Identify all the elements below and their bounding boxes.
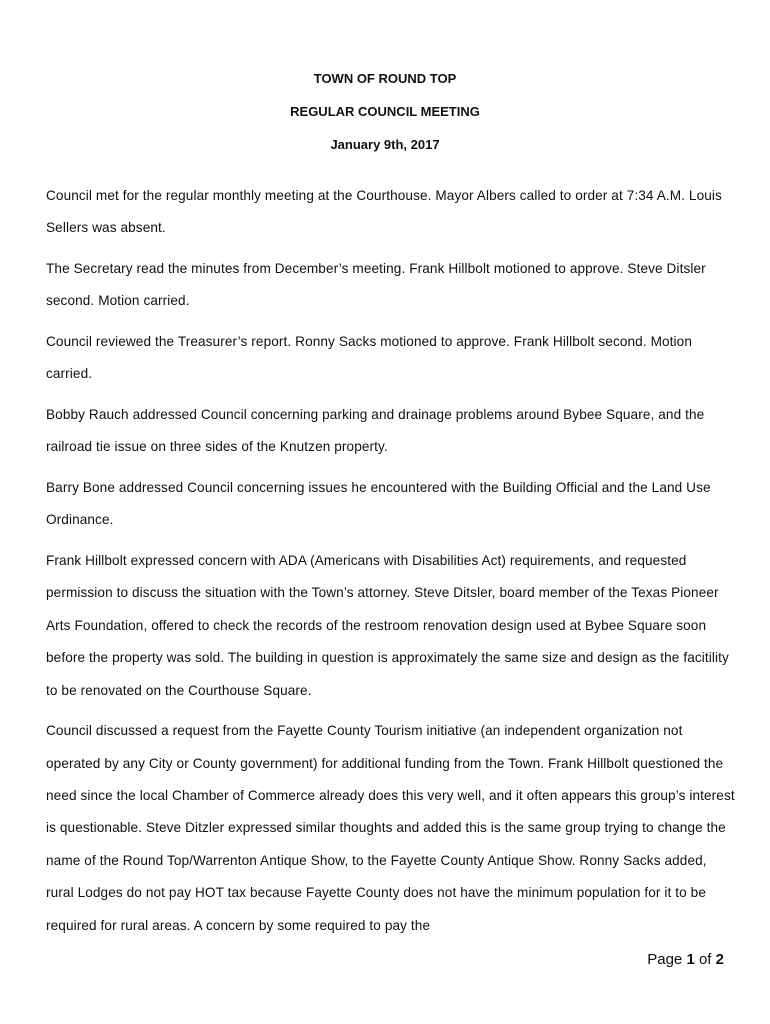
page-number [647, 951, 724, 969]
meeting-title: REGULAR COUNCIL MEETING [290, 104, 480, 119]
of-word: of [698, 951, 712, 968]
current-page: 1 [686, 951, 695, 968]
paragraph-treasurer-report: Council reviewed the Treasurer’s report. Ronny Sacks motioned to approve. Frank Hillbolt second. Motion carried. [46, 334, 692, 382]
paragraph-ada-requirements: Frank Hillbolt expressed concern with ADA (Americans with Disabilities Act) requirements, and requested permission to discuss the situation with the Town’s attorney. Steve Ditsler, board member of the Texas Pioneer Arts Foundation, offered to check the records of the restroom renovation design used at Bybee Square soon before the property was sold. The building in question is approximately the same size and design as the facitility to be renovated on the Courthouse Square. [46, 553, 729, 698]
meeting-date: January 9th, 2017 [330, 137, 440, 152]
paragraph-parking-drainage: Bobby Rauch addressed Council concerning parking and drainage problems around Bybee Square, and the railroad tie issue on three sides of the Knutzen property. [46, 407, 705, 455]
paragraph-minutes-approval: The Secretary read the minutes from December’s meeting. Frank Hillbolt motioned to approve. Steve Ditsler second. Motion carried. [46, 261, 706, 309]
town-title: TOWN OF ROUND TOP [313, 71, 457, 86]
paragraph-tourism-funding: Council discussed a request from the Fayette County Tourism initiative (an independent organization not operated by any City or County government) for additional funding from the Town. Frank Hillbolt questioned the need since the local Chamber of Commerce already does this very well, and it often appears this group’s interest is questionable. Steve Ditzler expressed similar thoughts and added this is the same group trying to change the name of the Round Top/Warrenton Antique Show, to the Fayette County Antique Show. Ronny Sacks added, rural Lodges do not pay HOT tax because Fayette County does not have the minimum population for it to be required for rural areas. A concern by some required to pay the [46, 723, 735, 933]
paragraph-call-to-order: Council met for the regular monthly meeting at the Courthouse. Mayor Albers called to order at 7:34 A.M. Louis Sellers was absent. [46, 188, 722, 236]
page-word: Page [647, 951, 683, 968]
total-pages: 2 [715, 951, 724, 968]
minutes-body [46, 180, 736, 950]
paragraph-building-official: Barry Bone addressed Council concerning issues he encountered with the Building Official and the Land Use Ordinance. [46, 480, 711, 528]
